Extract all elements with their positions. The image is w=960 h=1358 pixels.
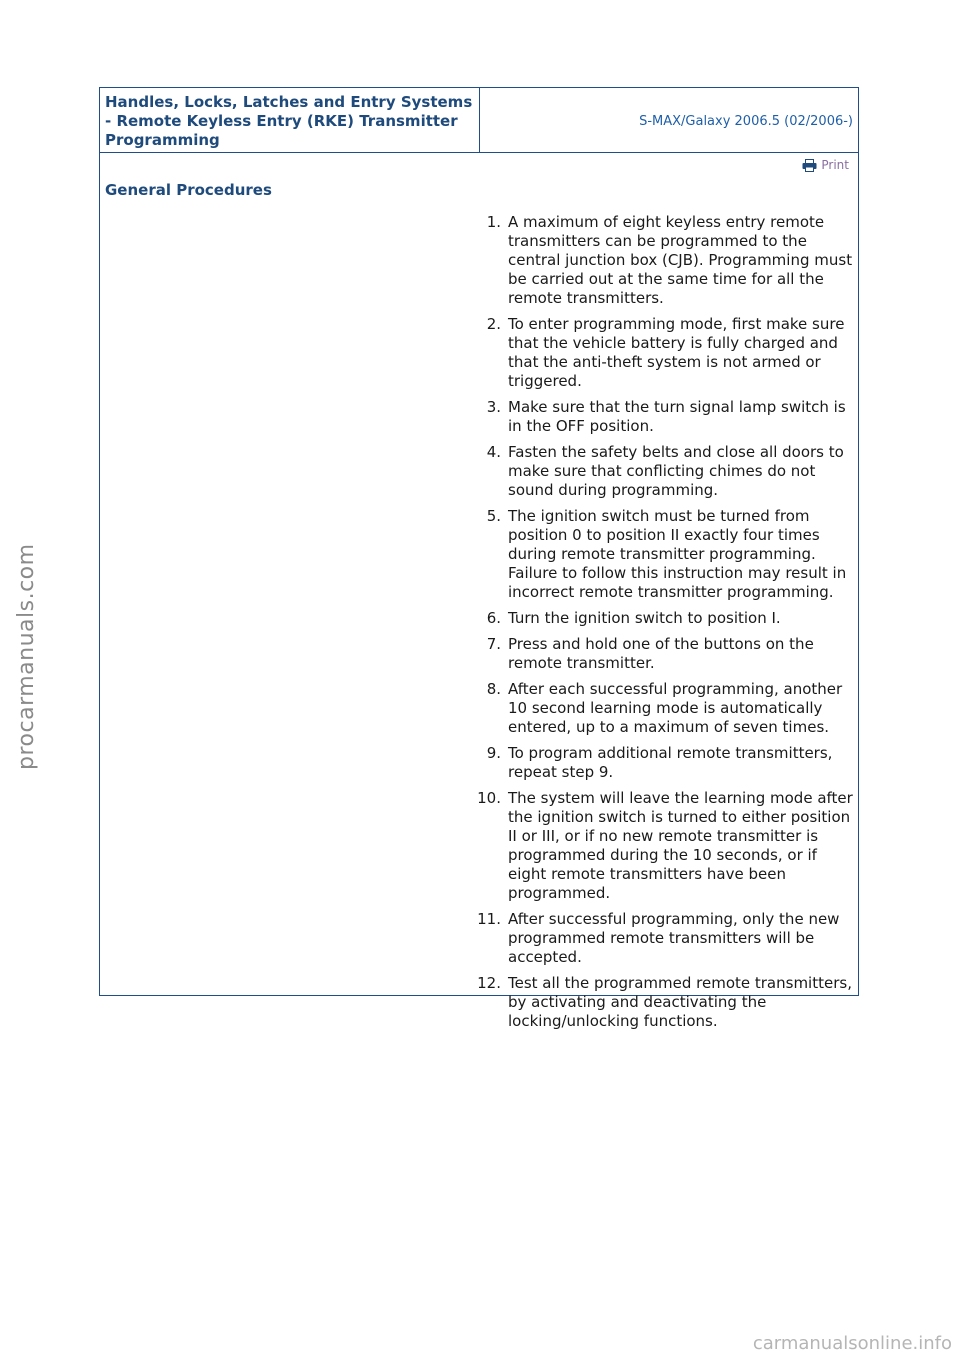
step-text: A maximum of eight keyless entry remote transmitters can be programmed to the central junction box (CJB). Programming must be carried out at the same time for all the remote transmitters.: [508, 213, 853, 307]
list-item: [464, 974, 854, 1031]
step-number: 11.: [477, 910, 501, 928]
header-divider: [479, 88, 480, 152]
step-number: 4.: [486, 443, 501, 461]
step-text: The system will leave the learning mode after the ignition switch is turned to either position II or III, or if no new remote transmitter is programmed during the 10 seconds, or if eight remote transmitters have been programmed.: [508, 789, 853, 902]
step-number: 2.: [486, 315, 501, 333]
list-item: [464, 635, 854, 673]
step-number: 9.: [486, 744, 501, 762]
step-text: To program additional remote transmitters, repeat step 9.: [508, 744, 833, 781]
step-text: After each successful programming, another 10 second learning mode is automatically entered, up to a maximum of seven times.: [508, 680, 843, 736]
step-text: To enter programming mode, first make sure that the vehicle battery is fully charged and that the anti-theft system is not armed or triggered.: [508, 315, 845, 390]
document-frame: [99, 87, 859, 1030]
list-item: [464, 507, 854, 602]
document-title: Handles, Locks, Latches and Entry Systems - Remote Keyless Entry (RKE) Transmitter Programming: [105, 93, 473, 149]
document-header: [100, 88, 858, 153]
step-text: After successful programming, only the new programmed remote transmitters will be accepted.: [508, 910, 840, 966]
list-item: [464, 680, 854, 737]
step-number: 6.: [486, 609, 501, 627]
list-item: [464, 315, 854, 391]
side-watermark: procarmanuals.com: [14, 543, 39, 770]
print-button[interactable]: [802, 158, 849, 172]
section-title: General Procedures: [105, 181, 272, 199]
print-label: Print: [821, 158, 849, 172]
step-text: Turn the ignition switch to position I.: [508, 609, 781, 627]
step-number: 1.: [486, 213, 501, 231]
step-text: Press and hold one of the buttons on the remote transmitter.: [508, 635, 814, 672]
list-item: [464, 398, 854, 436]
step-number: 8.: [486, 680, 501, 698]
procedure-steps: [464, 213, 854, 1038]
step-number: 3.: [486, 398, 501, 416]
list-item: [464, 213, 854, 308]
step-text: The ignition switch must be turned from position 0 to position II exactly four times during remote transmitter programming. Failure to follow this instruction may result in incorrect remote transmitter programming.: [508, 507, 847, 601]
list-item: [464, 910, 854, 967]
footer-watermark: carmanualsonline.info: [752, 1333, 952, 1354]
list-item: [464, 744, 854, 782]
step-number: 7.: [486, 635, 501, 653]
printer-icon: [802, 159, 817, 172]
step-number: 12.: [477, 974, 501, 992]
step-text: Fasten the safety belts and close all doors to make sure that conflicting chimes do not sound during programming.: [508, 443, 844, 499]
step-text: Test all the programmed remote transmitters, by activating and deactivating the locking/unlocking functions.: [508, 974, 852, 1030]
list-item: [464, 789, 854, 903]
step-text: Make sure that the turn signal lamp switch is in the OFF position.: [508, 398, 846, 435]
list-item: [464, 443, 854, 500]
step-number: 5.: [486, 507, 501, 525]
list-item: [464, 609, 854, 628]
vehicle-model: S-MAX/Galaxy 2006.5 (02/2006-): [639, 114, 853, 129]
step-number: 10.: [477, 789, 501, 807]
